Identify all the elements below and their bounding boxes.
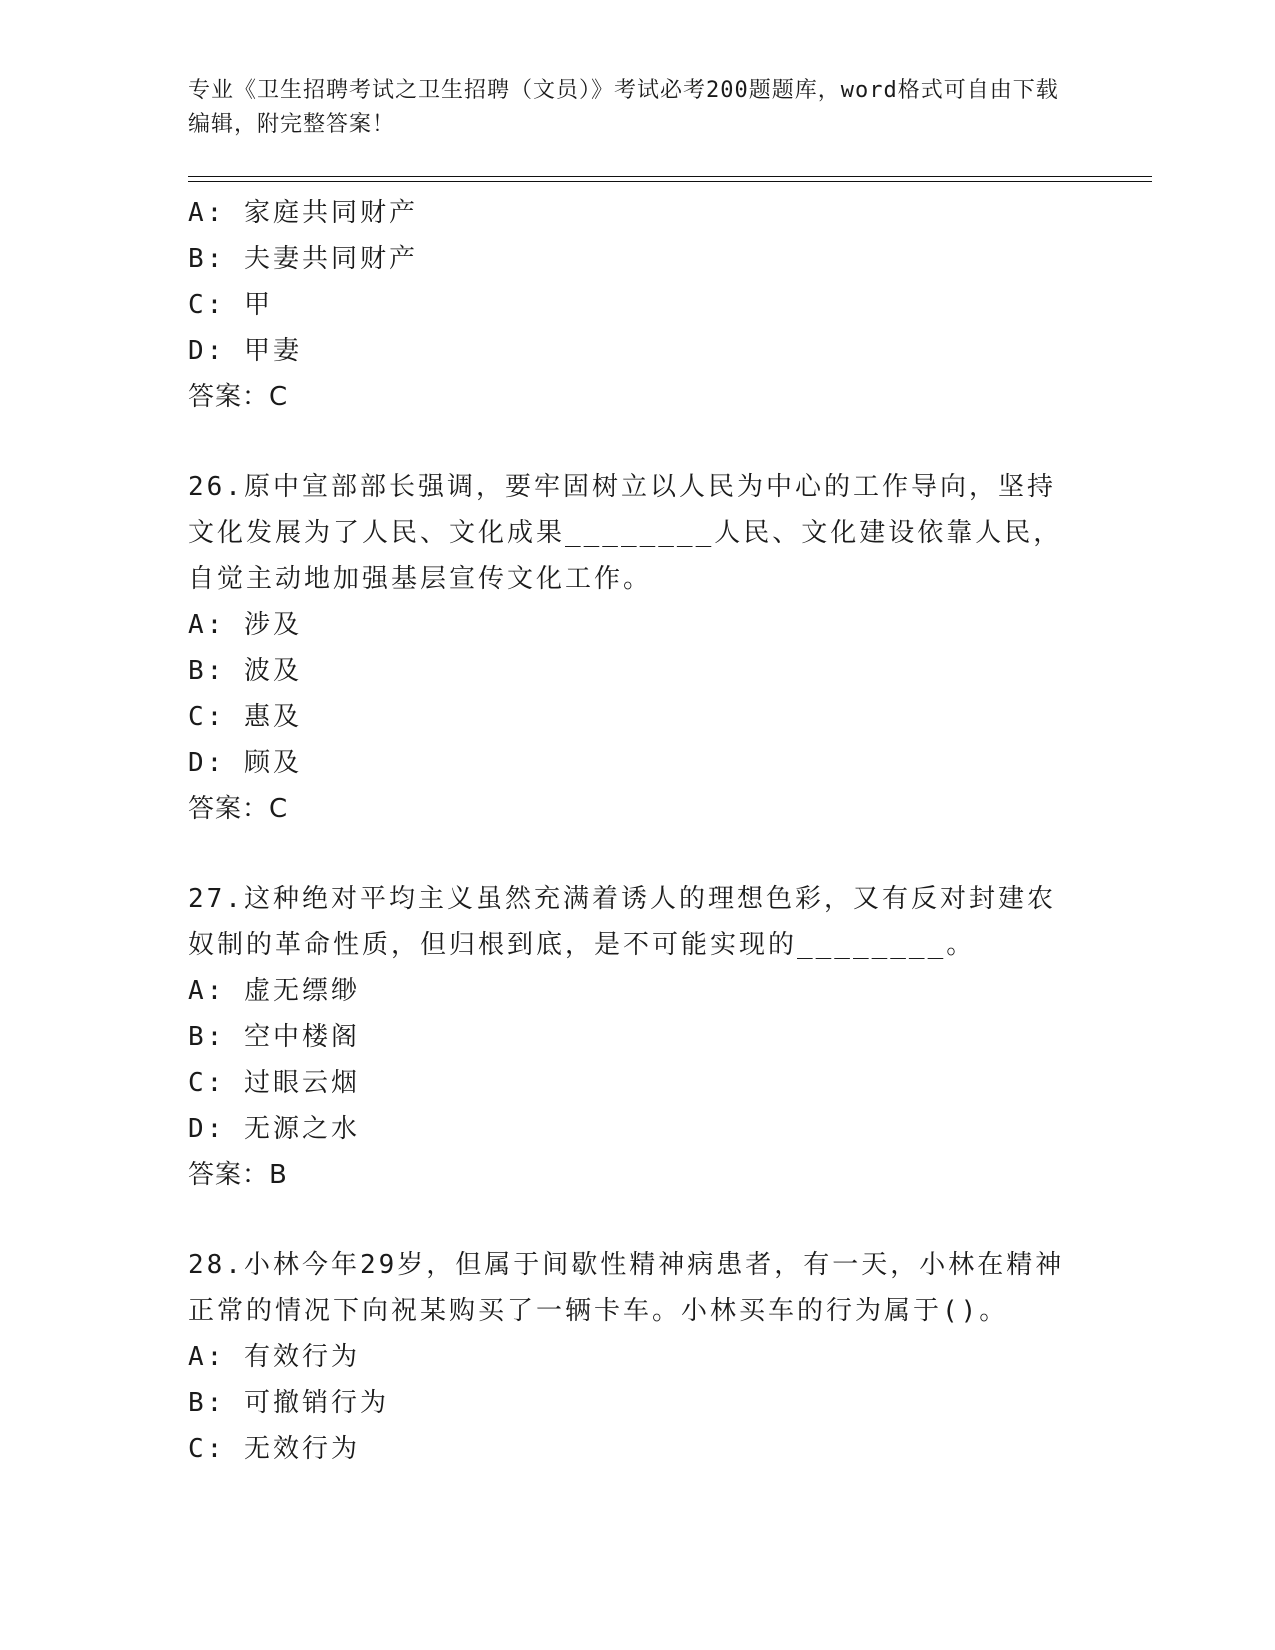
question-text: 28.小林今年29岁，但属于间歇性精神病患者，有一天，小林在精神正常的情况下向祝某购买了一辆卡车。小林买车的行为属于()。	[188, 1250, 1065, 1326]
option-b: B: 可撤销行为	[188, 1388, 389, 1418]
option-b: B: 波及	[188, 656, 302, 686]
question-block	[188, 876, 1088, 1198]
option-c: C: 无效行为	[188, 1434, 360, 1464]
answer-text: 答案：C	[188, 794, 289, 824]
option-a: A: 有效行为	[188, 1342, 360, 1372]
question-text: 26.原中宣部部长强调，要牢固树立以人民为中心的工作导向，坚持文化发展为了人民、文化成果________人民、文化建设依靠人民，自觉主动地加强基层宣传文化工作。	[188, 472, 1063, 594]
option-a: A: 涉及	[188, 610, 302, 640]
question-block	[188, 464, 1088, 832]
option-b: B: 夫妻共同财产	[188, 244, 418, 274]
option-b: B: 空中楼阁	[188, 1022, 360, 1052]
answer-text: 答案：C	[188, 382, 289, 412]
option-a: A: 家庭共同财产	[188, 198, 418, 228]
question-block	[188, 190, 1088, 420]
question-list	[188, 190, 1088, 1472]
option-a: A: 虚无缥缈	[188, 976, 360, 1006]
header-divider-top	[188, 176, 1152, 177]
option-d: D: 顾及	[188, 748, 302, 778]
option-c: C: 过眼云烟	[188, 1068, 360, 1098]
option-d: D: 甲妻	[188, 336, 302, 366]
option-d: D: 无源之水	[188, 1114, 360, 1144]
option-c: C: 惠及	[188, 702, 302, 732]
option-c: C: 甲	[188, 290, 273, 320]
document-header: 专业《卫生招聘考试之卫生招聘（文员）》考试必考200题题库，word格式可自由下载编辑，附完整答案！	[188, 78, 1059, 137]
answer-text: 答案：B	[188, 1160, 288, 1190]
question-text: 27.这种绝对平均主义虽然充满着诱人的理想色彩，又有反对封建农奴制的革命性质，但归根到底，是不可能实现的________。	[188, 884, 1056, 960]
question-block	[188, 1242, 1088, 1472]
header-divider-bottom	[188, 181, 1152, 182]
